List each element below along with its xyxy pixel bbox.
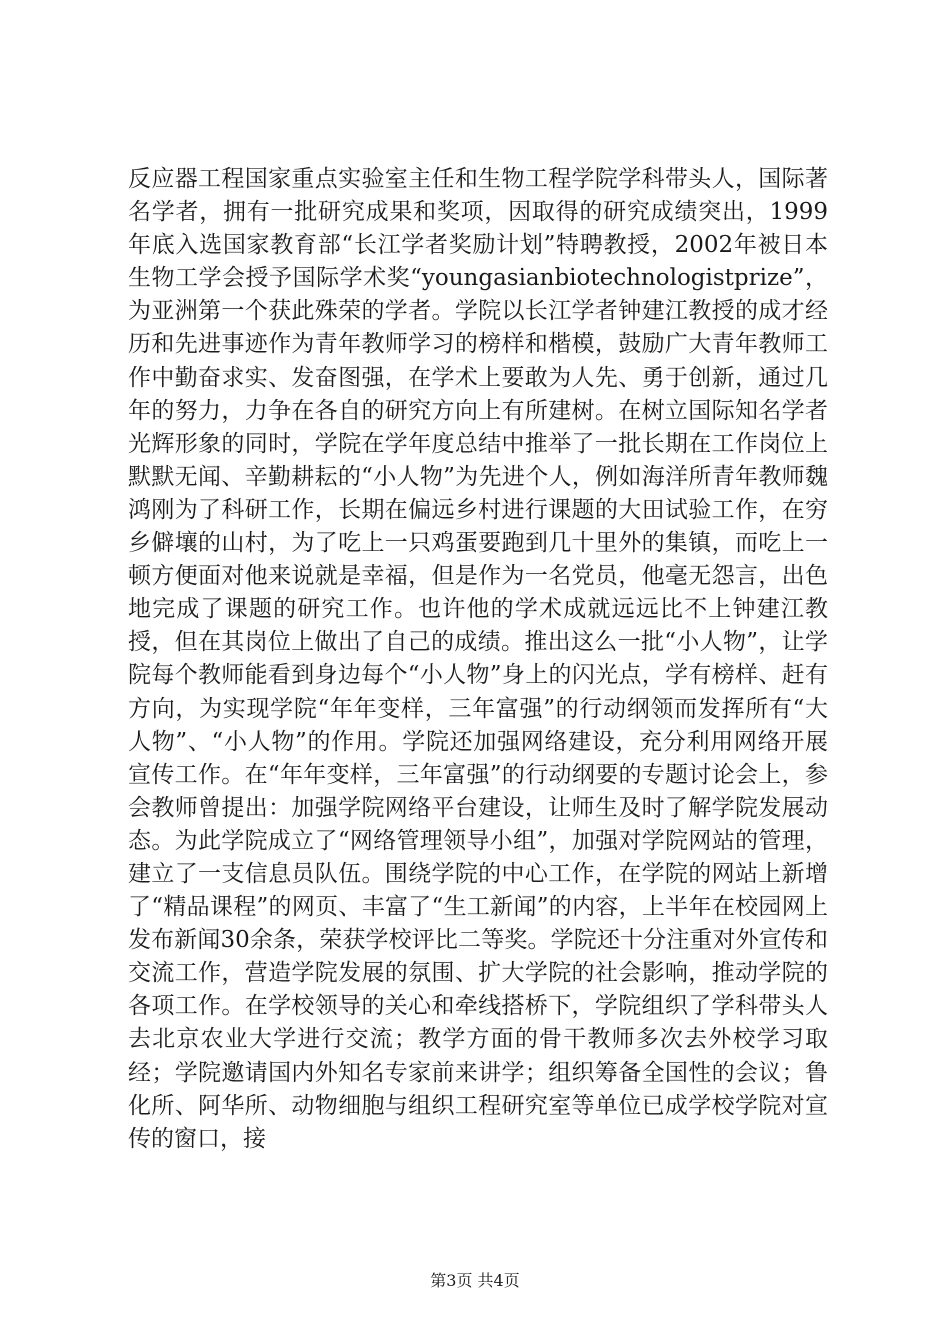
page-footer: 第3页 共4页 bbox=[430, 1271, 520, 1290]
body-paragraph: 反应器工程国家重点实验室主任和生物工程学院学科带头人，国际著名学者，拥有一批研究成果和奖项，因取得的研究成绩突出，1999年底入选国家教育部“长江学者奖励计划”特聘教授，2002年被日本生物工学会授予国际学术奖“youngasianbiotechnologistprize”，为亚洲第一个获此殊荣的学者。学院以长江学者钟建江教授的成才经历和先进事迹作为青年教师学习的榜样和楷模，鼓励广大青年教师工作中勤奋求实、发奋图强，在学术上要敢为人先、勇于创新，通过几年的努力，力争在各自的研究方向上有所建树。在树立国际知名学者光辉形象的同时，学院在学年度总结中推举了一批长期在工作岗位上默默无闻、辛勤耕耘的“小人物”为先进个人，例如海洋所青年教师魏鸿刚为了科研工作，长期在偏远乡村进行课题的大田试验工作，在穷乡僻壤的山村，为了吃上一只鸡蛋要跑到几十里外的集镇，而吃上一顿方便面对他来说就是幸福，但是作为一名党员，他毫无怨言，出色地完成了课题的研究工作。也许他的学术成就远远比不上钟建江教授，但在其岗位上做出了自己的成绩。推出这么一批“小人物”，让学院每个教师能看到身边每个“小人物”身上的闪光点，学有榜样、赶有方向，为实现学院“年年变样，三年富强”的行动纲领而发挥所有“大人物”、“小人物”的作用。学院还加强网络建设，充分利用网络开展宣传工作。在“年年变样，三年富强”的行动纲要的专题讨论会上，参会教师曾提出：加强学院网络平台建设，让师生及时了解学院发展动态。为此学院成立了“网络管理领导小组”，加强对学院网站的管理，建立了一支信息员队伍。围绕学院的中心工作，在学院的网站上新增了“精品课程”的网页、丰富了“生工新闻”的内容，上半年在校园网上发布新闻30余条，荣获学校评比二等奖。学院还十分注重对外宣传和交流工作，营造学院发展的氛围、扩大学院的社会影响，推动学院的各项工作。在学校领导的关心和牵线搭桥下，学院组织了学科带头人去北京农业大学进行交流；教学方面的骨干教师多次去外校学习取经；学院邀请国内外知名专家前来讲学；组织筹备全国性的会议；鲁化所、阿华所、动物细胞与组织工程研究室等单位已成学校学院对宣传的窗口，接 bbox=[128, 166, 828, 1152]
